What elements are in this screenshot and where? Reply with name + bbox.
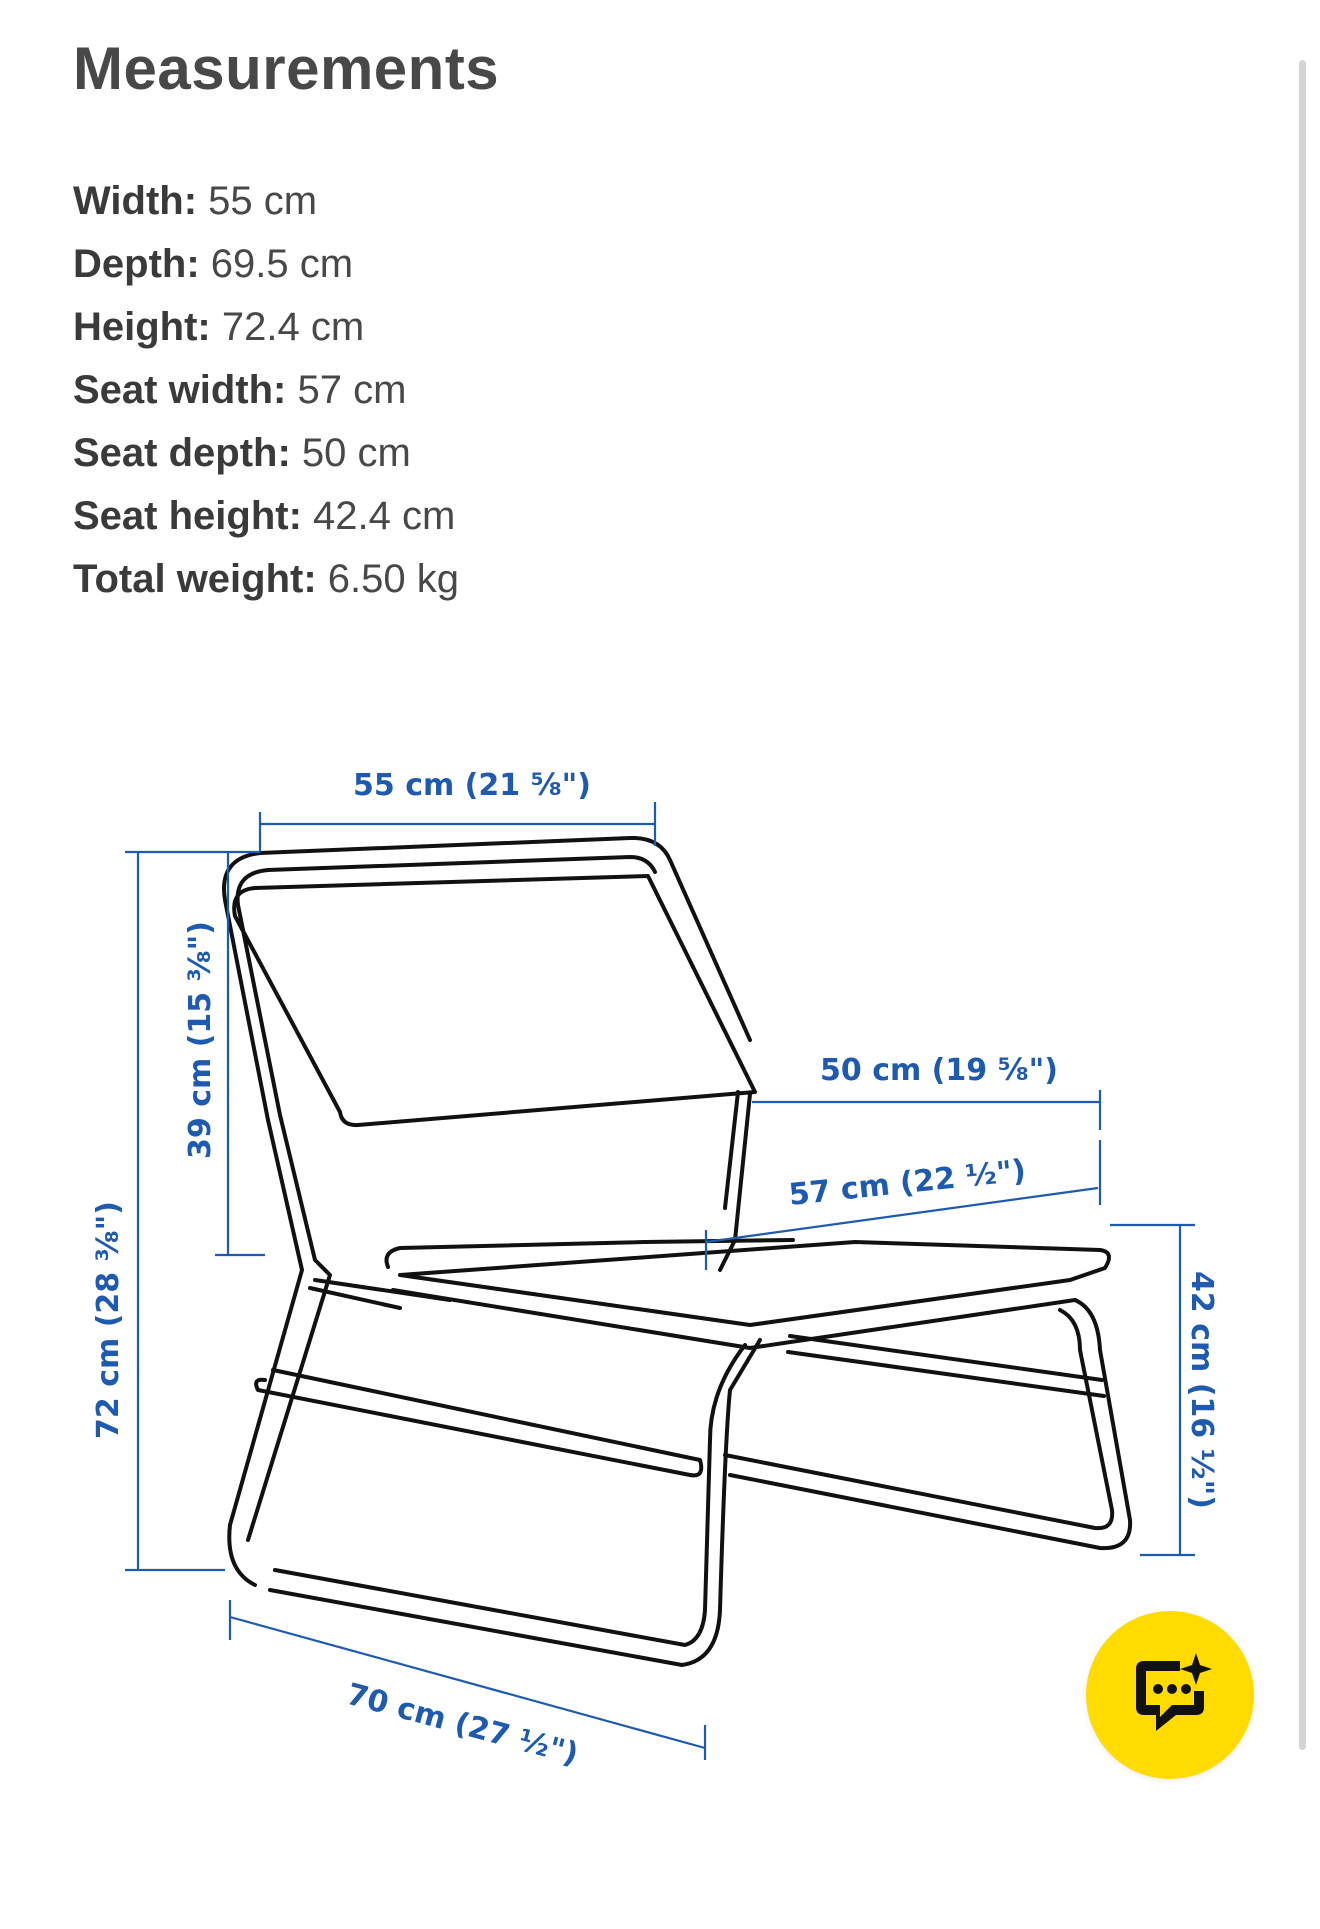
dim-seat-height-label: 42 cm (16 ½")	[1184, 1271, 1219, 1509]
dim-seat-depth-label: 50 cm (19 ⅝")	[820, 1053, 1058, 1088]
chair-dimension-diagram	[70, 740, 1250, 1850]
measurement-list	[73, 170, 459, 611]
dim-back-height-label: 39 cm (15 ⅜")	[183, 921, 218, 1159]
measurement-label: Seat width:	[73, 368, 287, 412]
scrollbar[interactable]	[1299, 60, 1306, 1750]
measurement-depth	[73, 233, 459, 296]
measurement-label: Total weight:	[73, 557, 317, 601]
measurement-value: 69.5 cm	[199, 242, 354, 286]
measurement-label: Width:	[73, 179, 198, 223]
measurement-label: Seat height:	[73, 494, 302, 538]
measurement-seat-width	[73, 359, 459, 422]
measurement-seat-height	[73, 485, 459, 548]
dim-depth-label: 70 cm (27 ½")	[342, 1676, 582, 1773]
measurement-total-weight	[73, 548, 459, 611]
dim-seat-width-label: 57 cm (22 ½")	[787, 1153, 1028, 1213]
dimension-lines	[125, 802, 1195, 1760]
chat-sparkle-icon	[1122, 1647, 1218, 1743]
measurement-value: 50 cm	[290, 431, 411, 475]
measurement-seat-depth	[73, 422, 459, 485]
measurement-value: 57 cm	[286, 368, 407, 412]
measurement-label: Height:	[73, 305, 211, 349]
measurement-label: Seat depth:	[73, 431, 291, 475]
dim-width-label: 55 cm (21 ⅝")	[353, 768, 591, 803]
assistant-chat-button[interactable]	[1086, 1611, 1254, 1779]
page-title: Measurements	[73, 35, 500, 102]
chair-illustration	[224, 838, 1130, 1665]
measurement-value: 72.4 cm	[210, 305, 365, 349]
measurement-value: 6.50 kg	[316, 557, 459, 601]
measurement-height	[73, 296, 459, 359]
measurement-value: 42.4 cm	[301, 494, 456, 538]
measurement-label: Depth:	[73, 242, 200, 286]
measurement-value: 55 cm	[197, 179, 318, 223]
dim-total-height-label: 72 cm (28 ⅜")	[91, 1201, 126, 1439]
measurement-width	[73, 170, 459, 233]
